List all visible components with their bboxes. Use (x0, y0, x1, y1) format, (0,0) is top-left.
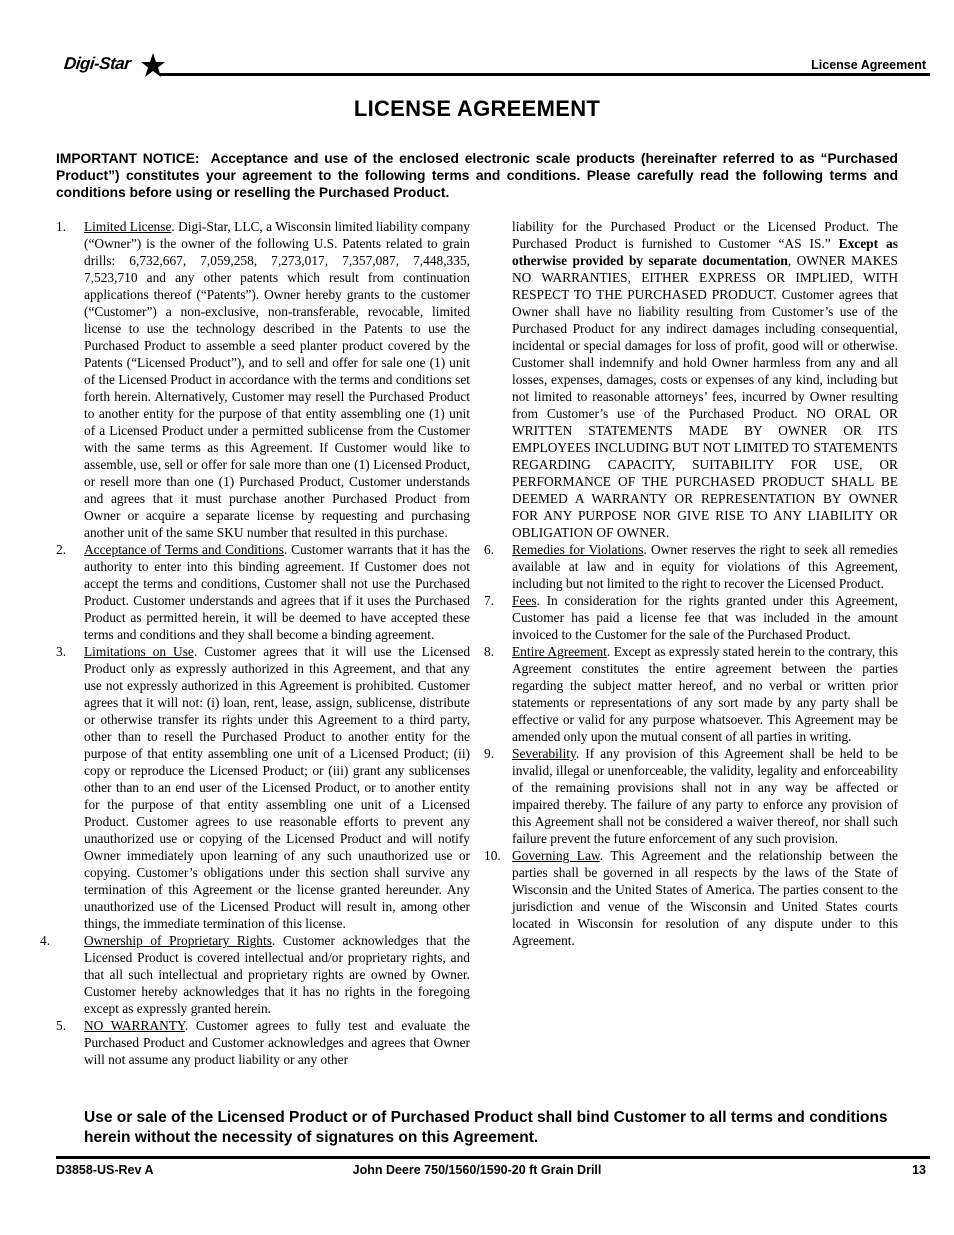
notice-text: Acceptance and use of the enclosed electronic scale products (hereinafter referred to as “Purchased Product”) constitutes your agreement to the following terms and conditions. Please carefully read the following terms and conditions before using or reselling the Purchased Product. (56, 151, 898, 200)
clause-8: 8. Entire Agreement. Except as expressly stated herein to the contrary, this Agreement constitutes the entire agreement between the parties regarding the subject matter hereof, and no verbal or written prior statements or representations of any sort made by any party shall be effective or valid for any purpose whatsoever. This Agreement may be amended only upon the mutual consent of all parties in writing. (484, 644, 898, 744)
clause-number: 8. (484, 644, 495, 659)
clause-text: This Agreement and the relationship between the parties shall be governed in all respects by the laws of the State of Wisconsin and the United States of America. The parties consent to the jurisdiction and venue of the Wisconsin and United States courts located in Wisconsin for resolution of any dispute under to this Agreement. (512, 848, 898, 948)
clause-text: In consideration for the rights granted under this Agreement, Customer has paid a license fee that was included in the amount invoiced to the Customer for the sale of the Purchased Product. (512, 593, 898, 642)
clause-3: 3. Limitations on Use. Customer agrees that it will use the Licensed Product only as expressly authorized in this Agreement, and that any use not expressly authorized in this Agreement is prohibited. Customer agrees that it will not: (i) loan, rent, lease, assign, sublicense, distribute or otherwise transfer its rights under this Agreement to a third party, other than to resell the Purchased Product to another entity for the purpose of that entity assembling one unit of a Licensed Product; (ii) copy or reproduce the Licensed Product; or (iii) grant any sublicenses other than to an end user of the Licensed Product, or to another entity for the purpose of that entity assembling one unit of a Licensed Product. Customer agrees to use reasonable efforts to prevent any unauthorized use or copying of the Licensed Product and will notify Owner immediately upon learning of any such unauthorized use or copying. Customer’s obligations under this section shall survive any termination of this Agreement or the license granted hereunder. Any unauthorized use of the Licensed Product will result in, among other things, the immediate termination of this license. (56, 644, 471, 931)
clause-number: 2. (56, 542, 67, 557)
clause-heading: Fees (512, 593, 537, 608)
footer-doc-id: D3858-US-Rev A (56, 1163, 154, 1177)
clause-2: 2. Acceptance of Terms and Conditions. Customer warrants that it has the authority to enter into this binding agreement. If Customer does not accept the terms and conditions, Customer shall not use the Purchased Product. Customer understands and agrees that if it uses the Purchased Product as permitted herein, it will be deemed to have accepted these terms and conditions and they shall become a binding agreement. (56, 542, 470, 642)
notice-label: IMPORTANT NOTICE: (56, 151, 200, 166)
clause-heading: Limited License (84, 219, 172, 234)
clause-text: Customer agrees to fully test and evaluate the Purchased Product and Customer acknowledges and agrees that Owner will not assume any product liability or any other (84, 1018, 470, 1067)
clause-heading: Governing Law (512, 848, 600, 863)
clause-text: , OWNER MAKES NO WARRANTIES, EITHER EXPRESS OR IMPLIED, WITH RESPECT TO THE PURCHASED PRODUCT. Customer agrees that Owner shall have no liability resulting from Customer’s use of the Purchased Product for any indirect damages including consequential, incidental or special damages for loss of profit, good will or otherwise. Customer shall indemnify and hold Owner harmless from any and all losses, expenses, damages, costs or expenses of any kind, including but not limited to reasonable attorneys’ fees, incurred by Owner resulting from Customer’s use of the Purchased Product. NO ORAL OR WRITTEN STATEMENTS MADE BY OWNER OR ITS EMPLOYEES INCLUDING BUT NOT LIMITED TO STATEMENTS REGARDING CAPACITY, SUITABILITY FOR USE, OR PERFORMANCE OF THE PURCHASED PRODUCT SHALL BE DEEMED A WARRANTY OR REPRESENTATION BY OWNER FOR ANY PURPOSE NOR GIVE RISE TO ANY LIABILITY OR OBLIGATION OF OWNER. (512, 253, 898, 540)
clause-text: Digi-Star, LLC, a Wisconsin limited liability company (“Owner”) is the owner of the following U.S. Patents related to grain drills: 6,732,667, 7,059,258, 7,273,017, 7,357,087, 7,448,335, 7,523,710 and any other patents which result from continuation applications thereof (“Patents”). Owner hereby grants to the customer (“Customer”) a non-exclusive, non-transferable, revocable, limited license to use the technology described in the Patents to use the Purchased Product to assemble a seed planter product covered by the Patents (“Licensed Product”), and to sell and offer for sale one (1) unit of the Licensed Product in accordance with the terms and conditions set forth herein. Alternatively, Customer may resell the Purchased Product to another entity for the purpose of that entity assembling one (1) unit of a Licensed Product under a permitted sublicense from the Customer with the same terms as this Agreement. If Customer would like to assemble, use, sell or offer for sale more than one (1) Licensed Product, or resell more than one (1) Purchased Product, Customer understands and agrees that it must purchase another Purchased Product from Owner or acquire a separate license by requesting and purchasing another unit of the same SKU number that resulted in this purchase. (84, 219, 470, 540)
clause-number: 5. (56, 1018, 67, 1033)
clause-heading: Acceptance of Terms and Conditions (84, 542, 284, 557)
clause-text: Owner reserves the right to seek all remedies available at law and in equity for violations of this Agreement, including but not limited to the right to recover the Licensed Product. (512, 542, 898, 591)
footer-product: John Deere 750/1560/1590-20 ft Grain Drill (352, 1163, 602, 1177)
clause-number: 3. (56, 644, 67, 659)
clause-heading: Limitations on Use (84, 644, 194, 659)
clause-1: 1. Limited License. Digi-Star, LLC, a Wisconsin limited liability company (“Owner”) is the owner of the following U.S. Patents related to grain drills: 6,732,667, 7,059,258, 7,273,017, 7,357,087, 7,448,335, 7,523,710 and any other patents which result from continuation applications thereof (“Patents”). Owner hereby grants to the customer (“Customer”) a non-exclusive, non-transferable, revocable, limited license to use the technology described in the Patents to use the Purchased Product to assemble a seed planter product covered by the Patents (“Licensed Product”), and to sell and offer for sale one (1) unit of the Licensed Product in accordance with the terms and conditions set forth herein. Alternatively, Customer may resell the Purchased Product to another entity for the purpose of that entity assembling one (1) unit of a Licensed Product under a permitted sublicense from the Customer with the same terms as this Agreement. If Customer would like to assemble, use, sell or offer for sale more than one (1) Licensed Product, or resell more than one (1) Purchased Product, Customer understands and agrees that it must purchase another Purchased Product from Owner or acquire a separate license by requesting and purchasing another unit of the same SKU number that resulted in this purchase. (56, 219, 470, 540)
clause-heading: Entire Agreement (512, 644, 607, 659)
important-notice (56, 150, 898, 201)
clause-text: Customer acknowledges that the Licensed Product is covered intellectual and/or proprietary rights, and that all such intellectual and proprietary rights are owned by Owner. Customer hereby acknowledges that it has no rights in the foregoing except as expressly granted herein. (84, 933, 471, 1016)
clause-7: 7. Fees. In consideration for the rights granted under this Agreement, Customer has paid a license fee that was included in the amount invoiced to the Customer for the sale of the Purchased Product. (484, 593, 898, 642)
closing-statement: Use or sale of the Licensed Product or of Purchased Product shall bind Customer to all terms and conditions herein without the necessity of signatures on this Agreement. (84, 1109, 888, 1146)
clause-10: 10. Governing Law. This Agreement and the relationship between the parties shall be governed in all respects by the laws of the State of Wisconsin and the United States of America. The parties consent to the jurisdiction and venue of the Wisconsin and United States courts located in Wisconsin for resolution of any dispute under to this Agreement. (484, 848, 898, 948)
footer-page-number: 13 (912, 1163, 926, 1177)
clause-bold-text: Except as otherwise provided by separate documentation (512, 236, 898, 268)
clause-text: Except as expressly stated herein to the contrary, this Agreement constitutes the entire agreement between the parties regarding the subject matter hereof, and no verbal or written prior statements or representations of any sort made by any party shall be effective or valid for any purpose whatsoever. This Agreement may be amended only upon the mutual consent of all parties in writing. (512, 644, 898, 744)
clause-text: If any provision of this Agreement shall be held to be invalid, illegal or unenforceable, the validity, legality and enforceability of the remaining provisions shall not in any way be affected or impaired thereby. The failure of any party to enforce any provision of this Agreement shall not be considered a waiver thereof, nor shall such failure prevent the future enforcement of any such provision. (512, 746, 898, 846)
header-section-title: License Agreement (811, 58, 926, 72)
clause-number: 6. (484, 542, 495, 557)
clause-heading: NO WARRANTY (84, 1018, 185, 1033)
clause-heading: Severability (512, 746, 576, 761)
right-column (484, 218, 898, 949)
clause-text: Customer warrants that it has the authority to enter into this binding agreement. If Customer does not accept the terms and conditions, Customer shall not use the Purchased Product. Customer understands and agrees that if it uses the Purchased Product as permitted herein, it will be deemed to have accepted these terms and conditions and they shall become a binding agreement. (84, 542, 470, 642)
clause-5: 5. NO WARRANTY. Customer agrees to fully test and evaluate the Purchased Product and Customer acknowledges and agrees that Owner will not assume any product liability or any other (56, 1018, 470, 1067)
header-rule (160, 73, 930, 76)
logo-text: Digi-Star (63, 54, 132, 73)
clause-number: 7. (484, 593, 495, 608)
page-title: LICENSE AGREEMENT (353, 96, 601, 121)
footer-rule (56, 1156, 930, 1159)
clause-text: liability for the Purchased Product or the Licensed Product. The Purchased Product is furnished to Customer “AS IS.” (512, 219, 898, 251)
clause-9: 9. Severability. If any provision of this Agreement shall be held to be invalid, illegal or unenforceable, the validity, legality and enforceability of the remaining provisions shall not in any way be affected or impaired thereby. The failure of any party to enforce any provision of this Agreement shall not be considered a waiver thereof, nor shall such failure prevent the future enforcement of any such provision. (484, 746, 898, 846)
clause-6: 6. Remedies for Violations. Owner reserves the right to seek all remedies available at law and in equity for violations of this Agreement, including but not limited to the right to recover the Licensed Product. (484, 542, 898, 591)
clause-heading: Remedies for Violations (512, 542, 644, 557)
digi-star-logo (64, 54, 130, 78)
clause-4: 4. Ownership of Proprietary Rights. Customer acknowledges that the Licensed Product is covered intellectual and/or proprietary rights, and that all such intellectual and proprietary rights are owned by Owner. Customer hereby acknowledges that it has no rights in the foregoing except as expressly granted herein. (40, 933, 471, 1016)
clause-number: 9. (484, 746, 495, 761)
clause-text: Customer agrees that it will use the Licensed Product only as expressly authorized in this Agreement, and that any use not expressly authorized in this Agreement is prohibited. Customer agrees that it will not: (i) loan, rent, lease, assign, sublicense, distribute or otherwise transfer its rights under this Agreement to a third party, other than to resell the Purchased Product to another entity for the purpose of that entity assembling one unit of a Licensed Product; (ii) copy or reproduce the Licensed Product; or (iii) grant any sublicenses other than to an end user of the Licensed Product, or to another entity for the purpose of that entity assembling one unit of a Licensed Product. Customer agrees to use reasonable efforts to prevent any unauthorized use or copying of the Licensed Product and will notify Owner immediately upon learning of any such unauthorized use or copying. Customer’s obligations under this section shall survive any termination of this Agreement or the license granted hereunder. Any unauthorized use of the Licensed Product will result in, among other things, the immediate termination of this license. (84, 644, 471, 931)
clause-5-continued (484, 218, 898, 541)
clause-number: 4. (40, 933, 51, 948)
clause-heading: Ownership of Proprietary Rights (84, 933, 272, 948)
clause-number: 10. (484, 848, 501, 863)
left-column (40, 218, 471, 1068)
clause-number: 1. (56, 219, 67, 234)
